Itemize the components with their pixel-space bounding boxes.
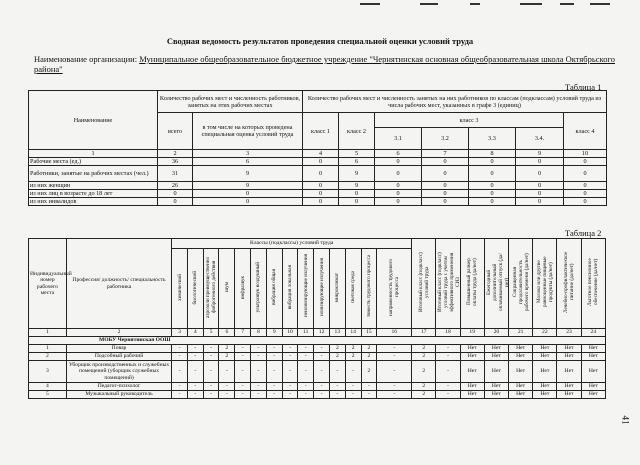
t2-cell: -	[203, 391, 219, 399]
t2-colnum: 11	[298, 329, 314, 337]
t1-cell: 0	[516, 198, 564, 206]
t2-cell: -	[187, 361, 203, 383]
t2-cell: -	[219, 391, 235, 399]
t2-cell: -	[314, 345, 330, 353]
t2-cell: Нет	[533, 383, 557, 391]
t2-cell: Нет	[509, 391, 533, 399]
t1-colnum: 7	[422, 150, 469, 158]
t2-cell: -	[377, 361, 412, 383]
t1-row	[29, 158, 607, 166]
t2-cell: Нет	[533, 361, 557, 383]
t1-header-name: Наименование	[29, 91, 158, 150]
t2-cell: -	[436, 383, 460, 391]
t2-header-extra: Ежегодный дополнительный оплачиваемый отпуск (да/нет)	[484, 239, 508, 329]
t2-cell: -	[436, 391, 460, 399]
t1-header-total: всего	[158, 113, 193, 150]
t1-header-class-group: Количество рабочих мест и численность занятых на них работников по классам (подклассам) условий труда из числа рабочих мест, указанных в графе 3 (единиц)	[303, 91, 607, 113]
t2-cell: -	[235, 383, 251, 391]
t2-colnum: 1	[29, 329, 67, 337]
t2-cell: -	[219, 361, 235, 383]
t2-cell: Нет	[460, 345, 484, 353]
t2-factor: шум	[219, 249, 235, 329]
t2-cell: -	[361, 391, 377, 399]
t1-cell: 9	[339, 166, 375, 182]
t2-colnum: 5	[203, 329, 219, 337]
t2-factor: ультразвук воздушный	[251, 249, 267, 329]
t1-header-class4: класс 4	[564, 113, 607, 150]
t1-cell: 0	[516, 190, 564, 198]
t1-header-count-group: Количество рабочих мест и численность работников, занятых на этих рабочих местах	[158, 91, 303, 113]
t1-cell: 0	[422, 198, 469, 206]
workplaces-table	[28, 238, 606, 399]
t2-cell: -	[377, 391, 412, 399]
t2-cell: -	[266, 353, 282, 361]
t2-cell: -	[235, 345, 251, 353]
t2-cell: 2	[412, 345, 436, 353]
t1-header-incl: в том числе на которых проведена специальная оценка условий труда	[193, 113, 303, 150]
t2-colnum: 23	[557, 329, 581, 337]
t2-cell: -	[282, 353, 298, 361]
t1-cell: 0	[158, 190, 193, 198]
t2-cell: Нет	[460, 361, 484, 383]
page-number: 41	[620, 415, 631, 425]
t2-cell: -	[345, 383, 361, 391]
t2-row-number: 3	[29, 361, 67, 383]
t1-cell: 0	[193, 190, 303, 198]
t1-cell: 26	[158, 182, 193, 190]
t1-cell: 0	[564, 166, 607, 182]
t2-row-number: 5	[29, 391, 67, 399]
t1-row-label: Работники, занятые на рабочих местах (чел.)	[29, 166, 158, 182]
summary-table	[28, 90, 607, 206]
t2-cell: -	[251, 353, 267, 361]
t2-cell: -	[187, 391, 203, 399]
t1-colnum: 8	[469, 150, 516, 158]
t2-cell: 2	[361, 345, 377, 353]
t2-header-prof: Профессия/ должность/ специальность работника	[66, 239, 171, 329]
t2-cell: -	[282, 361, 298, 383]
t1-cell: 0	[469, 198, 516, 206]
t1-cell: 0	[375, 182, 422, 190]
t1-colnum: 10	[564, 150, 607, 158]
t2-colnum: 6	[219, 329, 235, 337]
t1-cell: 0	[469, 166, 516, 182]
t2-cell: Нет	[460, 391, 484, 399]
t1-cell: 0	[303, 190, 339, 198]
t2-header-extra: Повышенный размер оплаты труда (да/нет)	[460, 239, 484, 329]
t2-colnum: 12	[314, 329, 330, 337]
t2-cell: -	[361, 383, 377, 391]
t2-cell: -	[314, 391, 330, 399]
t2-cell: Нет	[581, 353, 605, 361]
t1-row	[29, 182, 607, 190]
t1-cell: 0	[564, 158, 607, 166]
t1-cell: 0	[469, 182, 516, 190]
t1-header-class2: класс 2	[339, 113, 375, 150]
t2-cell: -	[329, 361, 345, 383]
t1-cell: 0	[375, 158, 422, 166]
t2-cell: -	[298, 353, 314, 361]
t2-row	[29, 353, 606, 361]
t2-cell: 2	[412, 353, 436, 361]
t2-cell: -	[251, 383, 267, 391]
t1-cell: 0	[375, 198, 422, 206]
t2-header-extra: Молоко или другие равноценные пищевые продукты (да/нет)	[533, 239, 557, 329]
t2-factor: неионизирующие излучения	[298, 249, 314, 329]
t2-cell: Нет	[557, 383, 581, 391]
t2-cell: Нет	[509, 383, 533, 391]
t2-header-extra: Итоговый класс (подкласс) условий труда с учетом эффективного применения СИЗ	[436, 239, 460, 329]
t2-cell: -	[329, 391, 345, 399]
t1-colnum: 4	[303, 150, 339, 158]
t2-cell: -	[235, 361, 251, 383]
t2-body	[29, 329, 606, 399]
t1-cell: 0	[193, 198, 303, 206]
t1-body	[29, 158, 607, 206]
t2-cell: Нет	[533, 391, 557, 399]
t1-cell: 0	[303, 158, 339, 166]
t2-cell: Нет	[484, 391, 508, 399]
t1-cell: 0	[469, 190, 516, 198]
t2-cell: -	[298, 361, 314, 383]
t2-cell: -	[219, 383, 235, 391]
t2-cell: Нет	[509, 361, 533, 383]
t2-colnum: 8	[251, 329, 267, 337]
t2-cell: 2	[219, 345, 235, 353]
t2-cell: -	[203, 345, 219, 353]
t2-cell: 2	[345, 353, 361, 361]
t2-cell: -	[314, 353, 330, 361]
t2-cell: -	[251, 345, 267, 353]
t2-cell: Нет	[460, 383, 484, 391]
t2-cell: -	[203, 353, 219, 361]
t1-cell: 0	[303, 166, 339, 182]
t2-section-title: МОБУ Чернятинская ООШ	[29, 337, 606, 345]
t2-cell: -	[187, 383, 203, 391]
t2-cell: Нет	[509, 353, 533, 361]
t2-colnum: 22	[533, 329, 557, 337]
t2-cell: 2	[345, 345, 361, 353]
t1-cell: 9	[193, 166, 303, 182]
t1-header-class1: класс 1	[303, 113, 339, 150]
t1-cell: 0	[422, 190, 469, 198]
t2-cell: -	[298, 383, 314, 391]
t1-cell: 0	[303, 182, 339, 190]
table2-caption: Таблица 2	[565, 228, 602, 238]
t1-row-label: Рабочие места (ед.)	[29, 158, 158, 166]
t2-cell: 2	[361, 361, 377, 383]
t1-header-class3: класс 3	[375, 113, 564, 128]
t2-cell: -	[345, 361, 361, 383]
t1-colnum: 2	[158, 150, 193, 158]
t2-cell: Нет	[581, 345, 605, 353]
t2-header-classes: Классы (подклассы) условий труда	[172, 239, 412, 249]
t2-cell: -	[266, 391, 282, 399]
t2-colnum: 7	[235, 329, 251, 337]
t2-cell: -	[377, 383, 412, 391]
t2-header-extra: Лечебно-профилактическое питание (да/нет)	[557, 239, 581, 329]
t2-row-number: 2	[29, 353, 67, 361]
t2-cell: -	[235, 353, 251, 361]
t2-colnum: 13	[329, 329, 345, 337]
t2-header-extra: Льготное пенсионное обеспечение (да/нет)	[581, 239, 605, 329]
t1-cell: 6	[339, 158, 375, 166]
t2-factor: вибрация общая	[266, 249, 282, 329]
t1-cell: 0	[158, 198, 193, 206]
t2-cell: -	[329, 383, 345, 391]
t2-cell: -	[203, 361, 219, 383]
t2-cell: -	[187, 353, 203, 361]
t2-cell: -	[298, 345, 314, 353]
t2-row	[29, 391, 606, 399]
t2-cell: Нет	[581, 383, 605, 391]
t1-cell: 0	[422, 166, 469, 182]
t2-cell: Нет	[533, 345, 557, 353]
t2-cell: Нет	[581, 361, 605, 383]
t2-header-extra: Итоговый класс (подкласс) условий труда	[412, 239, 436, 329]
t2-colnum: 14	[345, 329, 361, 337]
t2-cell: Нет	[533, 353, 557, 361]
t2-colnum: 19	[460, 329, 484, 337]
t2-cell: -	[251, 391, 267, 399]
t1-header-c33: 3.3	[469, 128, 516, 150]
t1-cell: 9	[193, 182, 303, 190]
t1-row	[29, 198, 607, 206]
t2-cell: -	[345, 391, 361, 399]
t2-factor: световая среда	[345, 249, 361, 329]
t2-row-profession: Педагог-психолог	[66, 383, 171, 391]
t1-cell: 6	[193, 158, 303, 166]
t2-cell: -	[251, 361, 267, 383]
t2-cell: Нет	[557, 345, 581, 353]
t2-cell: -	[282, 383, 298, 391]
t2-colnum: 10	[282, 329, 298, 337]
t2-cell: 2	[329, 353, 345, 361]
t2-row-number: 1	[29, 345, 67, 353]
t1-cell: 0	[564, 182, 607, 190]
t2-cell: Нет	[581, 391, 605, 399]
t2-cell: -	[436, 361, 460, 383]
t2-factor: химический	[172, 249, 188, 329]
t2-colnum: 15	[361, 329, 377, 337]
t2-colnum: 21	[509, 329, 533, 337]
t2-cell: Нет	[557, 361, 581, 383]
t2-cell: -	[282, 391, 298, 399]
t1-cell: 0	[516, 166, 564, 182]
t1-cell: 0	[516, 182, 564, 190]
t2-cell: -	[172, 353, 188, 361]
t1-colnum: 6	[375, 150, 422, 158]
t2-factor: вибрация локальная	[282, 249, 298, 329]
t1-cell: 0	[422, 182, 469, 190]
t1-cell: 0	[375, 190, 422, 198]
t1-row-label: из них лиц в возрасте до 18 лет	[29, 190, 158, 198]
t2-cell: -	[282, 345, 298, 353]
t1-colnum: 5	[339, 150, 375, 158]
t2-cell: -	[172, 361, 188, 383]
t2-cell: 2	[329, 345, 345, 353]
t2-colnum: 16	[377, 329, 412, 337]
t2-cell: Нет	[484, 383, 508, 391]
t1-cell: 0	[564, 198, 607, 206]
t1-cell: 36	[158, 158, 193, 166]
t1-colnum: 3	[193, 150, 303, 158]
t2-colnum: 3	[172, 329, 188, 337]
t2-cell: -	[172, 391, 188, 399]
t2-cell: -	[266, 345, 282, 353]
t1-row	[29, 190, 607, 198]
t1-row-label: из них инвалидов	[29, 198, 158, 206]
t1-row-label: из них женщин	[29, 182, 158, 190]
t1-cell: 0	[422, 158, 469, 166]
t1-colnum: 1	[29, 150, 158, 158]
t2-factor: тяжесть трудового процесса	[361, 249, 377, 329]
t1-col-numbers	[29, 150, 607, 158]
t2-cell: -	[266, 383, 282, 391]
t2-colnum: 17	[412, 329, 436, 337]
t2-cell: -	[203, 383, 219, 391]
t1-cell: 0	[339, 190, 375, 198]
t2-cell: -	[314, 383, 330, 391]
t2-section-row	[29, 337, 606, 345]
t2-header-idx: Индивидуальный номер рабочего места	[29, 239, 67, 329]
t1-header-c32: 3.2	[422, 128, 469, 150]
t2-cell: -	[436, 353, 460, 361]
t2-row-number: 4	[29, 383, 67, 391]
t1-colnum: 9	[516, 150, 564, 158]
t1-cell: 31	[158, 166, 193, 182]
t2-cell: 2	[412, 361, 436, 383]
t2-cell: Нет	[484, 345, 508, 353]
t2-cell: -	[298, 391, 314, 399]
t2-factor: аэрозоли преимущественно фиброгенного действия	[203, 249, 219, 329]
t2-cell: Нет	[557, 353, 581, 361]
t1-cell: 0	[516, 158, 564, 166]
t2-row	[29, 383, 606, 391]
t1-cell: 0	[469, 158, 516, 166]
t2-cell: -	[172, 345, 188, 353]
table1-caption: Таблица 1	[565, 82, 602, 92]
t2-row	[29, 361, 606, 383]
t2-row-profession: Уборщик производственных и служебных помещений (уборщик служебных помещений)	[66, 361, 171, 383]
t2-cell: -	[436, 345, 460, 353]
t2-row-profession: Повар	[66, 345, 171, 353]
t2-header-extra: Сокращенная продолжительность рабочего времени (да/нет)	[509, 239, 533, 329]
t2-factor: микроклимат	[329, 249, 345, 329]
t2-colnum: 2	[66, 329, 171, 337]
page-title: Сводная ведомость результатов проведения специальной оценки условий труда	[166, 36, 474, 46]
t2-cell: 2	[361, 353, 377, 361]
t2-factor: ионизирующие излучения	[314, 249, 330, 329]
t2-factor: напряженность трудового процесса	[377, 249, 412, 329]
top-edge-marks	[0, 0, 640, 8]
t2-cell: Нет	[460, 353, 484, 361]
t2-row-profession: Подсобный рабочий	[66, 353, 171, 361]
t1-cell: 0	[375, 166, 422, 182]
org-label: Наименование организации:	[34, 54, 138, 64]
t2-cell: -	[172, 383, 188, 391]
t2-cell: -	[187, 345, 203, 353]
t2-cell: 2	[412, 391, 436, 399]
org-name: Муниципальное общеобразовательное бюджетное учреждение "Чернятинская основная общеобразовательная школа Октябрьского района"	[34, 54, 615, 74]
t2-cell: -	[235, 391, 251, 399]
t2-col-numbers	[29, 329, 606, 337]
organization-line	[34, 54, 624, 74]
t2-cell: Нет	[557, 391, 581, 399]
t2-cell: -	[377, 353, 412, 361]
t2-factor: инфразвук	[235, 249, 251, 329]
t2-cell: Нет	[484, 353, 508, 361]
t1-cell: 9	[339, 182, 375, 190]
t2-factor: биологический	[187, 249, 203, 329]
t2-row	[29, 345, 606, 353]
t1-cell: 0	[339, 198, 375, 206]
t2-row-profession: Музыкальный руководитель	[66, 391, 171, 399]
t1-header-c34: 3.4.	[516, 128, 564, 150]
t2-colnum: 20	[484, 329, 508, 337]
t1-row	[29, 166, 607, 182]
t1-cell: 0	[303, 198, 339, 206]
t2-cell: -	[266, 361, 282, 383]
t2-colnum: 24	[581, 329, 605, 337]
t1-header-c31: 3.1	[375, 128, 422, 150]
t2-cell: 2	[412, 383, 436, 391]
t1-cell: 0	[564, 190, 607, 198]
t2-colnum: 18	[436, 329, 460, 337]
t2-cell: -	[377, 345, 412, 353]
t2-cell: -	[314, 361, 330, 383]
t2-cell: Нет	[484, 361, 508, 383]
t2-colnum: 4	[187, 329, 203, 337]
t2-cell: 2	[219, 353, 235, 361]
t2-colnum: 9	[266, 329, 282, 337]
t2-cell: Нет	[509, 345, 533, 353]
